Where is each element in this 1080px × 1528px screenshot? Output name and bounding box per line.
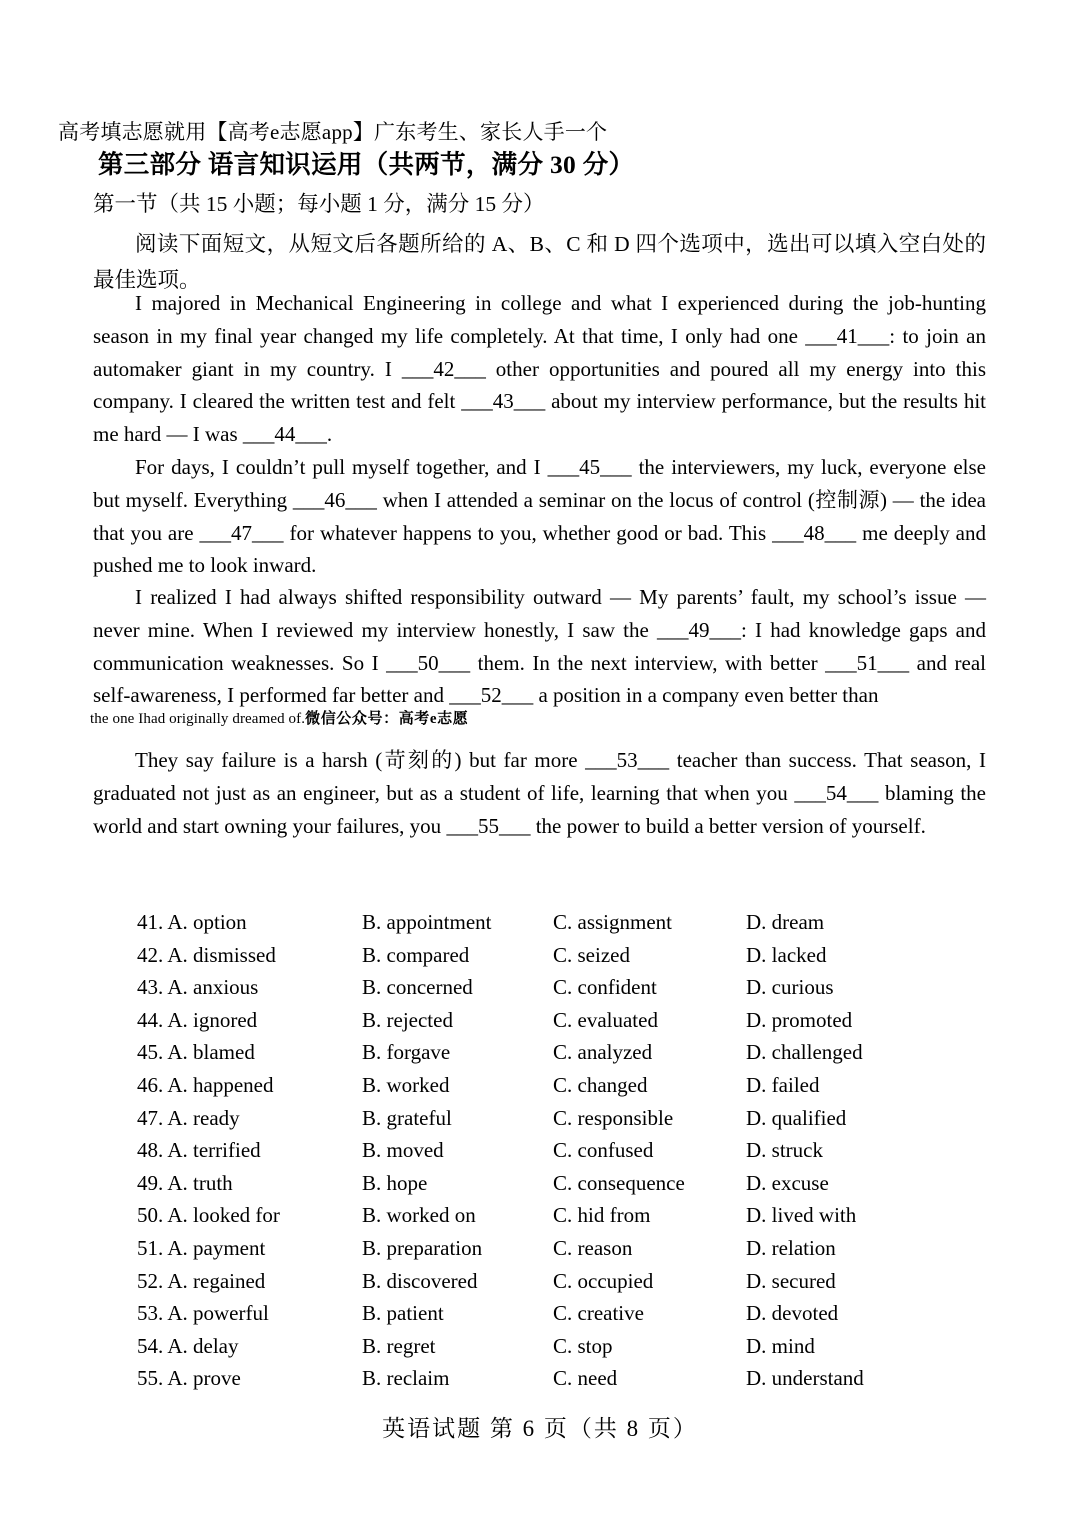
option-c[interactable]: C. changed	[553, 1072, 648, 1097]
option-a[interactable]	[137, 971, 258, 1004]
option-c[interactable]: C. creative	[553, 1301, 644, 1326]
passage-text: when I attended a seminar on the locus of control (控制源) — the idea that you are	[93, 487, 986, 545]
passage-text: about my interview performance, but the results hit me hard — I was	[93, 389, 986, 447]
option-b[interactable]: B. rejected	[362, 1007, 453, 1032]
option-c[interactable]: C. responsible	[553, 1105, 674, 1130]
option-d[interactable]: D. struck	[746, 1138, 823, 1163]
passage-text: other opportunities and poured all my energy into this company. I cleared the written test and felt	[93, 356, 987, 414]
option-label: A. happened	[167, 1072, 274, 1097]
option-c[interactable]: C. evaluated	[553, 1007, 658, 1032]
passage-text: the power to build a better version of yourself.	[530, 813, 926, 838]
passage-text: I realized I had always shifted responsibility outward — My parents’ fault, my school’s issue — never mine. When I reviewed my interview honestly, I saw the	[93, 585, 986, 642]
option-label: A. truth	[167, 1170, 233, 1195]
option-c[interactable]: C. reason	[553, 1235, 633, 1260]
question-number: 51.	[137, 1235, 164, 1260]
option-d[interactable]: D. challenged	[746, 1040, 863, 1065]
inline-watermark	[90, 709, 468, 729]
question-row	[137, 939, 997, 972]
option-label: A. looked for	[167, 1203, 280, 1228]
question-row	[137, 1134, 997, 1167]
option-a[interactable]	[137, 1265, 265, 1298]
option-c[interactable]: C. analyzed	[553, 1040, 653, 1065]
option-a[interactable]	[137, 939, 276, 972]
question-row	[137, 1330, 997, 1363]
passage-paragraph-3	[93, 581, 986, 712]
option-label: A. blamed	[167, 1040, 255, 1065]
option-label: A. ready	[167, 1105, 240, 1130]
blank-43: ___ 43 ___	[461, 389, 545, 413]
option-c[interactable]: C. stop	[553, 1333, 613, 1358]
question-number: 48.	[137, 1138, 164, 1163]
option-b[interactable]: B. appointment	[362, 910, 492, 934]
blank-49: ___ 49 ___	[657, 618, 741, 642]
passage-text: blaming the world and start owning your failures, you	[93, 780, 987, 838]
passage-text: They say failure is a harsh (苛刻的) but far more	[135, 748, 586, 772]
option-a[interactable]	[137, 1134, 261, 1167]
option-b[interactable]: B. worked	[362, 1072, 450, 1097]
passage-text: and real self-awareness, I performed far better and	[93, 650, 986, 708]
question-row	[137, 1036, 997, 1069]
blank-51: ___ 51 ___	[825, 651, 909, 675]
option-a[interactable]	[137, 1232, 265, 1265]
option-b[interactable]: B. reclaim	[362, 1366, 450, 1391]
blank-48: ___ 48 ___	[772, 521, 856, 545]
question-row	[137, 1362, 997, 1395]
option-c[interactable]: C. occupied	[553, 1268, 654, 1293]
option-c[interactable]: C. assignment	[553, 910, 672, 934]
blank-45: ___ 45 ___	[548, 455, 632, 479]
option-d[interactable]: D. lived with	[746, 1203, 857, 1228]
instruction-paragraph: 阅读下面短文，从短文后各题所给的 A、B、C 和 D 四个选项中，选出可以填入空白处的最佳选项。	[93, 232, 986, 292]
option-d[interactable]: D. mind	[746, 1333, 815, 1358]
option-d[interactable]: D. understand	[746, 1366, 864, 1391]
option-b[interactable]: B. moved	[362, 1138, 444, 1163]
option-label: A. powerful	[167, 1301, 269, 1326]
passage-paragraph-2	[93, 451, 986, 582]
option-a[interactable]	[137, 1004, 257, 1037]
option-d[interactable]: D. excuse	[746, 1170, 829, 1195]
option-d[interactable]: D. devoted	[746, 1301, 839, 1326]
option-c[interactable]: C. hid from	[553, 1203, 651, 1228]
inline-watermark-english: the one Ihad originally dreamed of.	[90, 711, 306, 727]
option-a[interactable]	[137, 906, 247, 939]
option-c[interactable]: C. confident	[553, 975, 657, 1000]
option-label: A. terrified	[167, 1138, 261, 1163]
option-label: A. regained	[167, 1268, 266, 1293]
option-d[interactable]: D. qualified	[746, 1105, 847, 1130]
option-a[interactable]	[137, 1167, 233, 1200]
option-label: A. payment	[167, 1235, 266, 1260]
passage-text: me deeply and pushed me to look inward.	[93, 520, 987, 578]
option-label: A. dismissed	[167, 942, 276, 967]
option-label: A. delay	[167, 1333, 239, 1358]
section-heading: 第一节（共 15 小题；每小题 1 分，满分 15 分）	[93, 192, 545, 216]
option-c[interactable]: C. confused	[553, 1138, 654, 1163]
option-a[interactable]	[137, 1102, 240, 1135]
ad-banner-text: 高考填志愿就用【高考e志愿app】广东考生、家长人手一个	[58, 120, 608, 144]
passage-text: : I had knowledge gaps and communication weaknesses. So I	[93, 617, 986, 675]
passage-text: the interviewers, my luck, everyone else but myself. Everything	[93, 455, 986, 512]
option-a[interactable]	[137, 1199, 280, 1232]
question-number: 42.	[137, 942, 164, 967]
option-b[interactable]: B. worked on	[362, 1203, 476, 1228]
blank-54: ___ 54 ___	[794, 781, 878, 805]
question-number: 53.	[137, 1301, 164, 1326]
passage-text: them. In the next interview, with better	[470, 650, 826, 675]
blank-50: ___ 50 ___	[386, 651, 470, 675]
option-d[interactable]: D. relation	[746, 1235, 836, 1260]
question-row	[137, 906, 997, 939]
option-a[interactable]	[137, 1297, 269, 1330]
question-number: 47.	[137, 1105, 164, 1130]
option-b[interactable]: B. preparation	[362, 1235, 483, 1260]
question-number: 43.	[137, 975, 164, 1000]
passage-text: .	[326, 422, 333, 447]
passage-text: teacher than success. That season, I graduated not just as an engineer, but as a student of life, learning that when you	[93, 748, 986, 805]
option-b[interactable]: B. patient	[362, 1301, 444, 1326]
option-b[interactable]: B. concerned	[362, 975, 473, 1000]
option-b[interactable]: B. forgave	[362, 1040, 451, 1065]
blank-41: ___ 41 ___	[805, 324, 889, 348]
option-a[interactable]	[137, 1362, 241, 1395]
option-d[interactable]: D. failed	[746, 1072, 820, 1097]
multiple-choice-options-list	[137, 906, 997, 1395]
question-row	[137, 971, 997, 1004]
question-number: 46.	[137, 1072, 164, 1097]
option-b[interactable]: B. grateful	[362, 1105, 452, 1130]
option-b[interactable]: B. regret	[362, 1333, 436, 1358]
option-d[interactable]: D. promoted	[746, 1007, 853, 1032]
option-b[interactable]: B. discovered	[362, 1268, 478, 1293]
passage-paragraph-1	[93, 287, 986, 451]
option-label: A. anxious	[167, 975, 259, 1000]
blank-52: ___ 52 ___	[449, 683, 533, 707]
blank-46: ___ 46 ___	[293, 488, 377, 512]
option-b[interactable]: B. hope	[362, 1170, 428, 1195]
inline-watermark-chinese: 微信公众号：高考e志愿	[305, 711, 469, 727]
option-d[interactable]: D. dream	[746, 910, 825, 934]
question-row	[137, 1004, 997, 1037]
option-c[interactable]: C. consequence	[553, 1170, 685, 1195]
option-a[interactable]	[137, 1330, 239, 1363]
blank-47: ___ 47 ___	[200, 521, 284, 545]
question-row	[137, 1102, 997, 1135]
option-a[interactable]	[137, 1069, 273, 1102]
option-label: A. ignored	[167, 1007, 258, 1032]
page-footer: 英语试题 第 6 页（共 8 页）	[382, 1416, 698, 1441]
blank-44: ___ 44 ___	[243, 422, 327, 446]
question-row	[137, 1297, 997, 1330]
question-number: 55.	[137, 1366, 164, 1391]
passage-text: for whatever happens to you, whether good or bad. This	[283, 520, 773, 545]
question-number: 45.	[137, 1040, 164, 1065]
question-number: 54.	[137, 1333, 164, 1358]
passage-text: : to join an automaker giant in my country. I	[93, 323, 986, 381]
question-number: 49.	[137, 1170, 164, 1195]
option-label: A. option	[167, 910, 247, 934]
blank-42: ___ 42 ___	[402, 357, 486, 381]
passage-text: a position in a company even better than	[533, 683, 879, 708]
passage-paragraph-4	[93, 744, 986, 842]
option-d[interactable]: D. secured	[746, 1268, 836, 1293]
option-b[interactable]: B. compared	[362, 942, 470, 967]
option-d[interactable]: D. lacked	[746, 942, 827, 967]
option-a[interactable]	[137, 1036, 255, 1069]
option-d[interactable]: D. curious	[746, 975, 834, 1000]
question-number: 44.	[137, 1007, 164, 1032]
passage-text: I majored in Mechanical Engineering in college and what I experienced during the job-hunting season in my final year changed my life completely. At that time, I only had one	[93, 291, 986, 348]
question-number: 41.	[137, 910, 164, 934]
passage-text: For days, I couldn’t pull myself together, and I	[135, 455, 548, 479]
question-number: 50.	[137, 1203, 164, 1228]
question-row	[137, 1167, 997, 1200]
question-row	[137, 1265, 997, 1298]
question-number: 52.	[137, 1268, 164, 1293]
option-c[interactable]: C. seized	[553, 942, 630, 967]
option-c[interactable]: C. need	[553, 1366, 618, 1391]
question-row	[137, 1199, 997, 1232]
blank-53: ___ 53 ___	[585, 748, 669, 772]
question-row	[137, 1069, 997, 1102]
blank-55: ___ 55 ___	[446, 814, 530, 838]
question-row	[137, 1232, 997, 1265]
part-heading: 第三部分 语言知识运用（共两节，满分 30 分）	[98, 150, 635, 179]
option-label: A. prove	[167, 1366, 241, 1391]
